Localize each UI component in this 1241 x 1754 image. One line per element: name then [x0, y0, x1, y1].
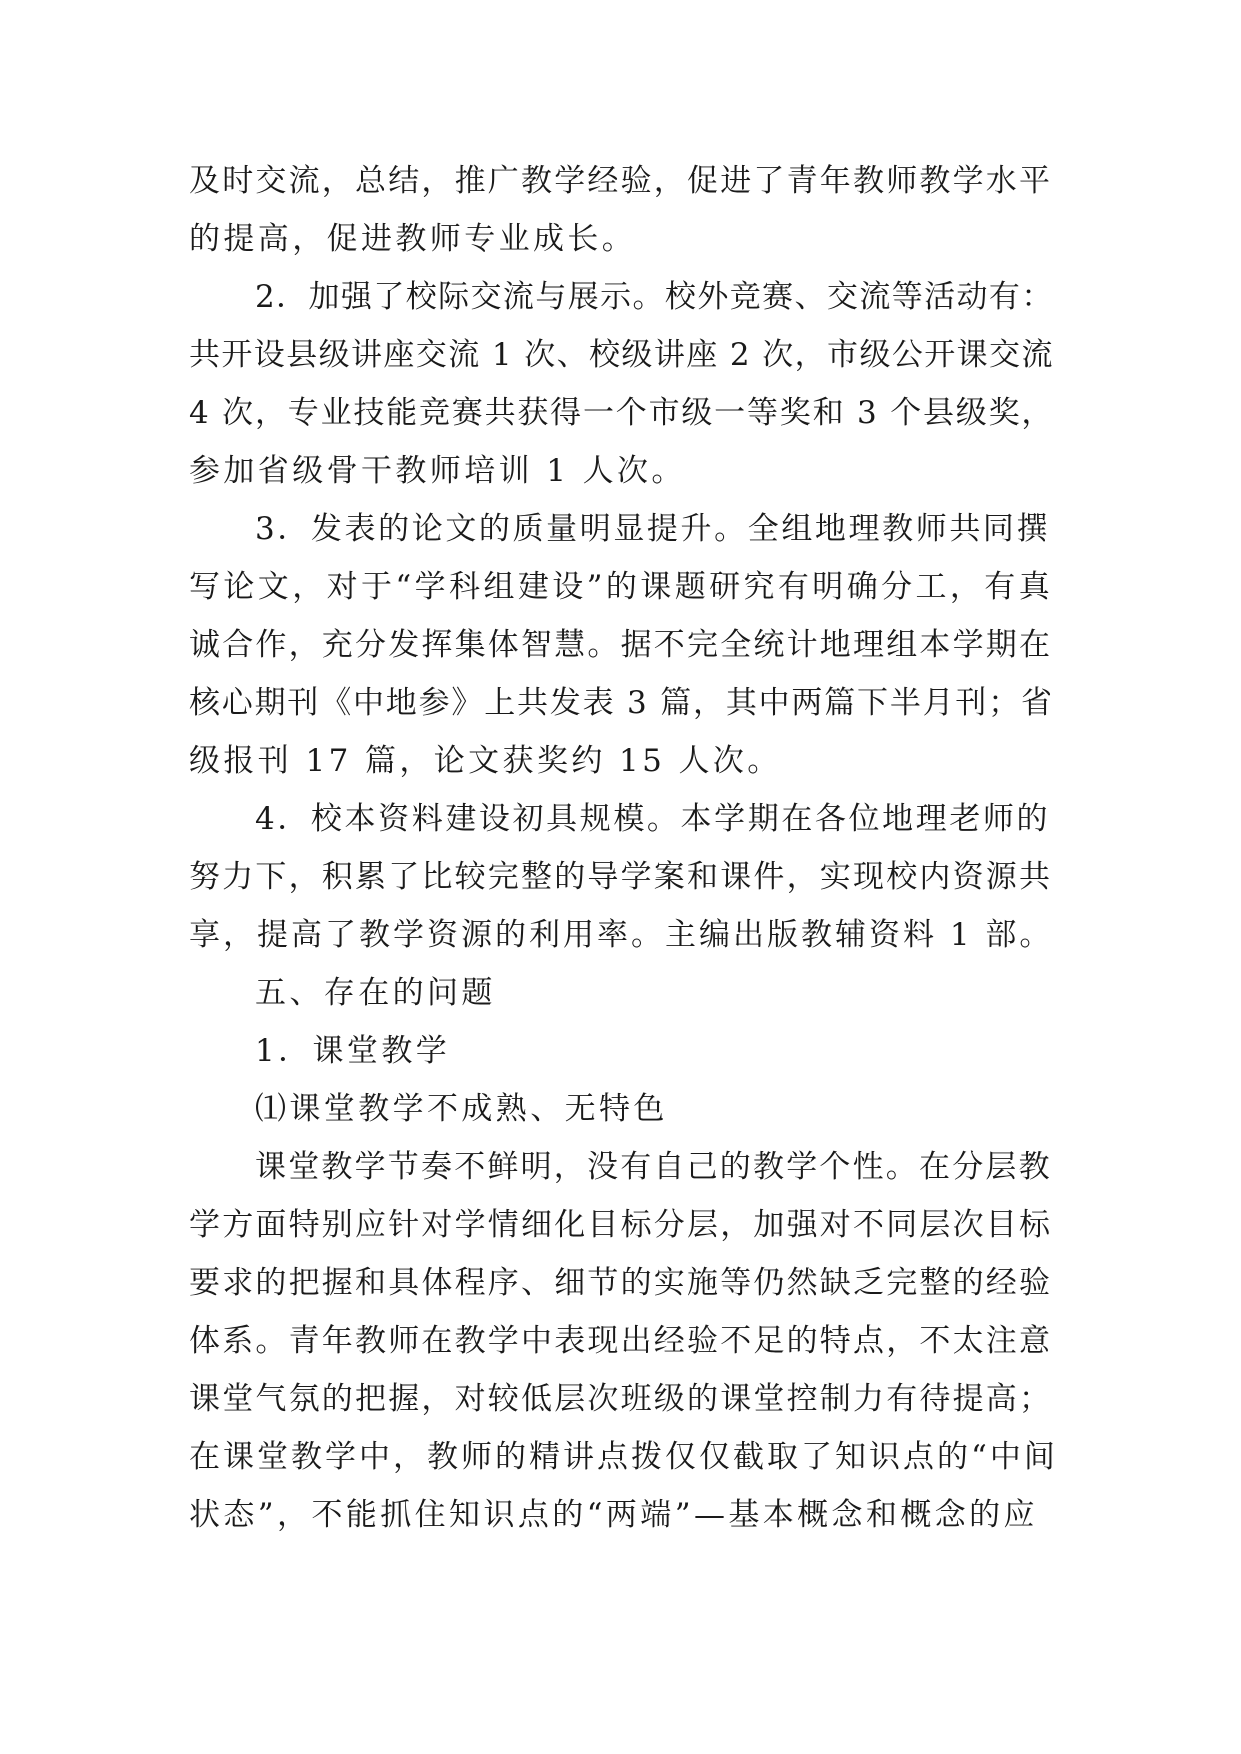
text-line: 4．校本资料建设初具规模。本学期在各位地理老师的	[255, 801, 1051, 837]
text-line: 学方面特别应针对学情细化目标分层，加强对不同层次目标	[189, 1207, 1053, 1243]
text-line: 体系。青年教师在教学中表现出经验不足的特点，不太注意	[189, 1323, 1053, 1359]
text-line: 享，提高了教学资源的利用率。主编出版教辅资料 1 部。	[189, 917, 1054, 953]
text-line: 及时交流，总结，推广教学经验，促进了青年教师教学水平	[189, 163, 1053, 199]
text-line: 要求的把握和具体程序、细节的实施等仍然缺乏完整的经验	[189, 1265, 1053, 1301]
text-line: 课堂教学节奏不鲜明，没有自己的教学个性。在分层教	[255, 1149, 1052, 1185]
subsection-heading: ⑴课堂教学不成熟、无特色	[255, 1091, 668, 1127]
text-line: 的提高，促进教师专业成长。	[189, 221, 637, 257]
text-line: 2．加强了校际交流与展示。校外竞赛、交流等活动有：	[255, 279, 1054, 315]
subsection-heading: 1．课堂教学	[255, 1033, 451, 1069]
text-line: 核心期刊《中地参》上共发表 3 篇，其中两篇下半月刊；省	[189, 685, 1054, 721]
text-line: 级报刊 17 篇，论文获奖约 15 人次。	[189, 743, 782, 779]
text-line: 诚合作，充分发挥集体智慧。据不完全统计地理组本学期在	[189, 627, 1053, 663]
text-line: 4 次，专业技能竞赛共获得一个市级一等奖和 3 个县级奖，	[189, 395, 1055, 431]
text-line: 参加省级骨干教师培训 1 人次。	[189, 453, 686, 489]
section-heading: 五、存在的问题	[255, 975, 496, 1011]
text-line: 3．发表的论文的质量明显提升。全组地理教师共同撰	[255, 511, 1051, 547]
text-line: 共开设县级讲座交流 1 次、校级讲座 2 次，市级公开课交流	[189, 337, 1054, 373]
text-line: 在课堂教学中，教师的精讲点拨仅仅截取了知识点的“中间	[189, 1439, 1058, 1475]
text-line: 状态”，不能抓住知识点的“两端”—基本概念和概念的应	[189, 1497, 1038, 1533]
document-body	[189, 152, 1059, 1544]
text-line: 努力下，积累了比较完整的导学案和课件，实现校内资源共	[189, 859, 1053, 895]
text-line: 课堂气氛的把握，对较低层次班级的课堂控制力有待提高；	[189, 1381, 1053, 1417]
text-line: 写论文，对于“学科组建设”的课题研究有明确分工，有真	[189, 569, 1054, 605]
